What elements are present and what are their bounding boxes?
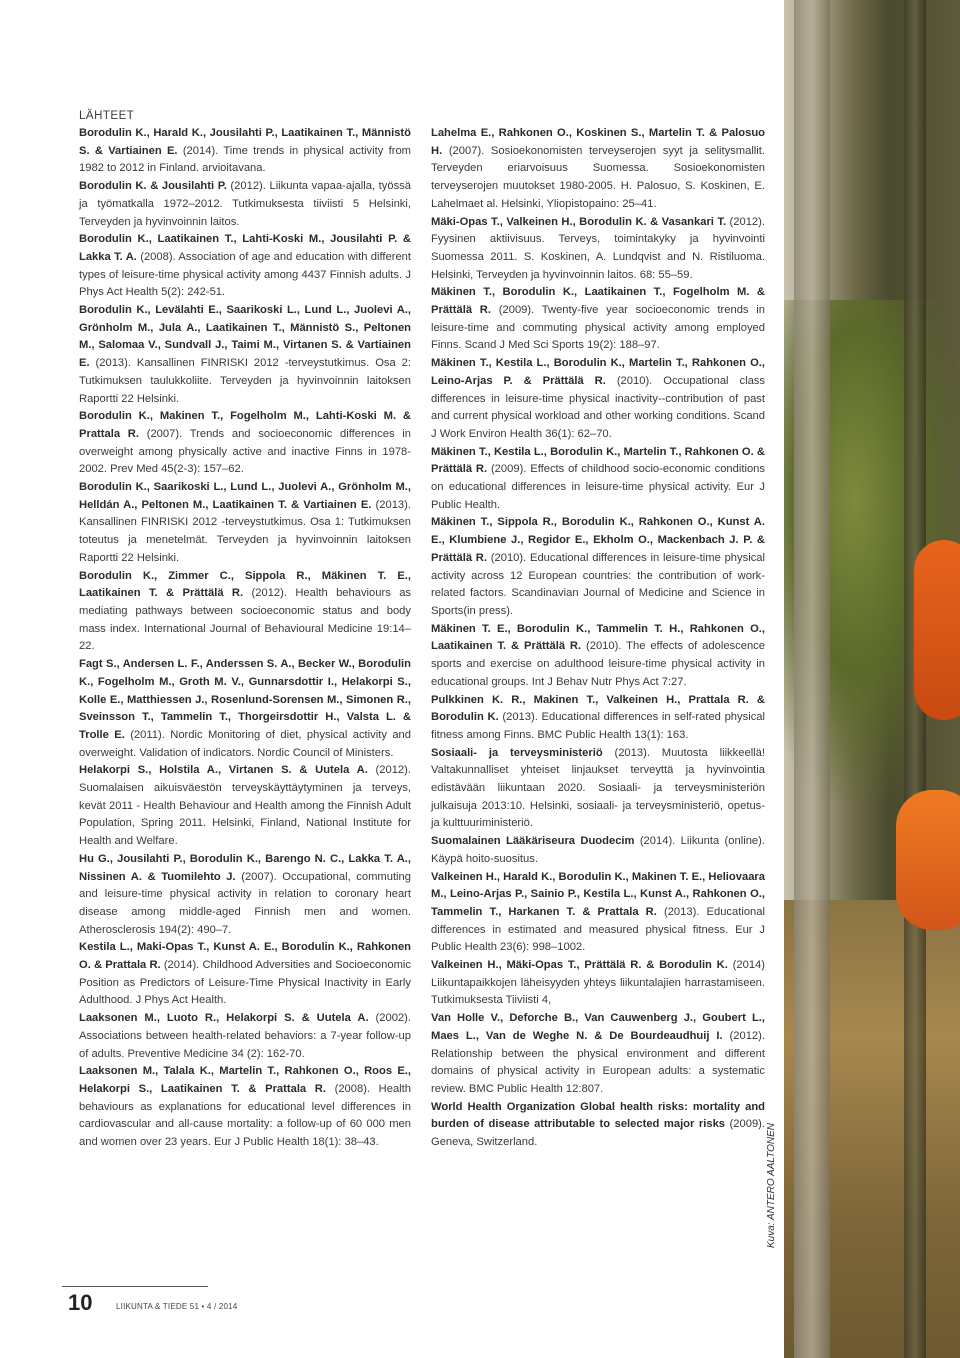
reference-authors: Mäkinen T., Kestila L., Borodulin K., Martelin T., Rahkonen O. & Prättälä R. [431,445,765,476]
reference-authors: Mäkinen T., Sippola R., Borodulin K., Rahkonen O., Kunst A. E., Klumbiene J., Regidor E., Ekholm O., Mackenbach J. P. & Prättälä R. [431,516,765,564]
reference-details: (2002). Associations between health-related behaviors: a 7-year follow-up of adults. Preventive Medicine 34 (2): 162-70. [79,1012,411,1060]
reference-entry [79,939,411,1010]
reference-authors: Suomalainen Lääkäriseura Duodecim [431,835,635,848]
reference-entry [79,231,411,302]
publication-info: LIIKUNTA & TIEDE 51 • 4 / 2014 [116,1302,238,1311]
reference-details: (2009). Twenty-five year socioeconomic trends in leisure-time and commuting physical activity among employed Finns. Scand J Med Sci Sports 19(2): 188–97. [431,304,765,352]
reference-entry [79,568,411,657]
reference-details: (2013). Educational differences in estimated and measured physical fitness. Eur J Public Health 23(6): 998–1002. [431,905,765,954]
reference-details: (2012). Relationship between the physical environment and different domains of physical activity in European adults: a systematic review. BMC Public Health 12:807. [431,1029,765,1095]
reference-authors: Hu G., Jousilahti P., Borodulin K., Barengo N. C., Lakka T. A., Nissinen A. & Tuomilehto J. [79,852,411,883]
reference-authors: World Health Organization Global health risks: mortality and burden of disease attributable to selected major risks [431,1100,765,1131]
reference-entry [431,833,765,868]
reference-entry [431,214,765,285]
reference-entry [79,125,411,178]
reference-authors: Borodulin K. & Jousilahti P. [79,180,227,193]
reference-authors: Lahelma E., Rahkonen O., Koskinen S., Martelin T. & Palosuo H. [431,127,765,157]
reference-authors: Mäkinen T. E., Borodulin K., Tammelin T. H., Rahkonen O., Laatikainen T. & Prättälä R. [431,622,765,653]
reference-entry [431,125,765,214]
reference-entry [431,444,765,515]
reference-entry [431,621,765,692]
reference-details: (2013). Educational differences in self-rated physical fitness among Finns. BMC Public Health 13(1): 163. [431,711,765,741]
reference-authors: Borodulin K., Levälahti E., Saarikoski L., Lund L., Juolevi A., Grönholm M., Jula A., Laatikainen T., Männistö S., Peltonen M., Salomaa V., Sundvall J., Taimi M., Virtanen S. & Vartiainen E. [79,304,411,370]
references-right-column [431,125,765,1152]
reference-authors: Borodulin K., Zimmer C., Sippola R., Mäkinen T. E., Laatikainen T. & Prättälä R. [79,569,411,600]
reference-details: (2008). Health behaviours as explanations for educational level differences in cardiovascular and all-cause mortality: a follow-up of 60 000 men and women over 23 years. Eur J Public Health 18(1): 38–43. [79,1082,411,1149]
reference-authors: Van Holle V., Deforche B., Van Cauwenberg J., Goubert L., Maes L., Van de Weghe N. & De Bourdeaudhuij I. [431,1012,765,1042]
reference-authors: Sosiaali- ja terveysministeriö [431,746,603,759]
reference-authors: Mäkinen T., Kestila L., Borodulin K., Martelin T., Rahkonen O., Leino-Arjas P. & Prättälä R. [431,357,765,387]
reference-authors: Valkeinen H., Harald K., Borodulin K., Makinen T. E., Heliovaara M., Leino-Arjas P., Sainio P., Kestila L., Kunst A., Rahkonen O., Tammelin T., Harkanen T. & Prattala R. [431,870,765,918]
reference-entry [431,869,765,958]
reference-authors: Fagt S., Andersen L. F., Anderssen S. A., Becker W., Borodulin K., Fogelholm M., Groth M. V., Gunnarsdottir I., Helakorpi S., Kolle E., Matthiessen J., Rosenlund-Sorensen M., Simonen R., Sveinsson T., Tammelin T., Thorgeirsdottir H., Valsta L. & Trolle E. [79,658,411,741]
reference-authors: Borodulin K., Saarikoski L., Lund L., Juolevi A., Grönholm M., Helldán A., Peltonen M., Laatikainen T. & Vartiainen E. [79,481,411,511]
reference-authors: Mäkinen T., Borodulin K., Laatikainen T., Fogelholm M. & Prättälä R. [431,286,765,317]
reference-details: (2010). Educational differences in leisure-time physical activity across 12 European countries: the contribution of work-related factors. Scandinavian Journal of Medicine and Science in Sports(in press). [431,551,765,617]
reference-entry [79,656,411,762]
reference-details: (2008). Association of age and education with different types of leisure-time physical activity among 4437 Finnish adults. J Phys Act Health 5(2): 242-51. [79,250,411,299]
reference-authors: Helakorpi S., Holstila A., Virtanen S. & Uutela A. [79,764,368,777]
references-left-column [79,125,411,1152]
reference-details: (2012). Fyysinen aktiivisuus. Terveys, toimintakyky ja hyvinvointi Suomessa 2011. S. Koskinen, A. Lundqvist and N. Ristiluoma. Helsinki, Terveyden ja hyvinvoinnin laitos. 68: 55–59. [431,215,765,281]
reference-entry [79,408,411,479]
reference-entry [79,762,411,851]
reference-authors: Borodulin K., Makinen T., Fogelholm M., Lahti-Koski M. & Prattala R. [79,410,411,440]
reference-details: (2013). Kansallinen FINRISKI 2012 -terveystutkimus. Osa 2: Tutkimuksen taulukkoliite. Terveyden ja hyvinvoinnin laitoksen Raportti 22 Helsinki. [79,357,411,405]
reference-authors: Laaksonen M., Luoto R., Helakorpi S. & Uutela A. [79,1012,369,1025]
reference-details: (2013). Muutosta liikkeellä! Valtakunnalliset yhteiset linjaukset terveyttä ja hyvinvointia edistävään liikuntaan 2020. Sosiaali- ja terveysministeriön julkaisuja 2013:10. Helsinki, sosiaali- ja terveysministeriö, opetus- ja kulttuuriministeriö. [431,746,765,830]
references-heading: LÄHTEET [79,110,135,122]
reference-details: (2014) Liikuntapaikkojen läheisyyden yhteys liikuntalajien harrastamiseen. Tutkimuksesta Tiiviisti 4, [431,959,765,1007]
reference-authors: Mäki-Opas T., Valkeinen H., Borodulin K. & Vasankari T. [431,215,727,228]
reference-entry [431,514,765,620]
reference-details: (2010). Occupational class differences in leisure-time physical inactivity--contribution of past and current physical workload and other working conditions. Scand J Work Environ Health 36(1): 62–70. [431,374,765,440]
reference-details: (2012). Health behaviours as mediating pathways between socioeconomic status and body mass index. International Journal of Behavioural Medicine 19:14–22. [79,587,412,653]
reference-details: (2009). Effects of childhood socio-economic conditions on educational differences in leisure-time physical activity. Eur J Public Health. [431,463,765,511]
reference-authors: Pulkkinen K. R., Makinen T., Valkeinen H., Prattala R. & Borodulin K. [431,693,765,724]
reference-entry [431,1010,765,1099]
reference-details: (2010). The effects of adolescence sports and exercise on adulthood leisure-time physical activity in educational groups. Int J Behav Nutr Phys Act 7:27. [431,640,765,688]
footer-rule [62,1286,208,1287]
reference-details: (2011). Nordic Monitoring of diet, physical activity and overweight. Validation of indicators. Nordic Council of Ministers. [79,728,411,759]
reference-authors: Laaksonen M., Talala K., Martelin T., Rahkonen O., Roos E., Helakorpi S., Laatikainen T. & Prattala R. [79,1065,411,1095]
reference-entry [79,1010,411,1063]
reference-details: (2009). Geneva, Switzerland. [431,1118,766,1149]
reference-entry [79,178,411,231]
reference-details: (2007). Occupational, commuting and leisure-time physical activity in relation to coronary heart disease among middle-aged Finnish men and women. Atherosclerosis 194(2): 490–7. [79,870,411,936]
reference-details: (2007). Sosioekonomisten terveyserojen syyt ja selitysmallit. Terveyden eriarvoisuus Suomessa. Sosioekonomisten terveyserojen muutokset 1980-2005. H. Palosuo, S. Koskinen, E. Lahelmaet al. Helsinki, Yliopistopaino: 25–41. [431,144,765,210]
reference-entry [79,302,411,408]
reference-entry [431,745,765,834]
photo-credit: Kuva: ANTERO AALTONEN [766,1122,777,1248]
reference-authors: Valkeinen H., Mäki-Opas T., Prättälä R. & Borodulin K. [431,959,728,972]
reference-details: (2014). Childhood Adversities and Socioeconomic Position as Predictors of Leisure-Time Physical Inactivity in Early Adulthood. J Phys Act Health. [79,959,411,1007]
reference-entry [431,957,765,1010]
reference-entry [79,851,411,940]
reference-details: (2012). Suomalaisen aikuisväestön terveyskäyttäytyminen ja terveys, kevät 2011 - Health Behaviour and Health among the Finnish Adult Population, Spring 2011. Helsinki, Finland, National Institute for Health and Welfare. [79,764,411,848]
forest-photo [784,0,960,1358]
page-number: 10 [68,1290,93,1315]
reference-entry [431,355,765,444]
reference-entry [79,479,411,568]
runner-jacket-lower [896,790,960,930]
reference-details: (2014). Time trends in physical activity from 1982 to 2012 in Finland. arvioitavana. [79,144,411,175]
reference-entry [431,692,765,745]
reference-authors: Borodulin K., Harald K., Jousilahti P., Laatikainen T., Männistö S. & Vartiainen E. [79,127,411,157]
reference-entry [431,1099,765,1152]
reference-entry [431,284,765,355]
reference-authors: Kestila L., Maki-Opas T., Kunst A. E., Borodulin K., Rahkonen O. & Prattala R. [79,941,411,972]
reference-details: (2012). Liikunta vapaa-ajalla, työssä ja työmatkalla 1972–2012. Tutkimuksesta tiiviisti 5 Helsinki, Terveyden ja hyvinvoinnin laitos. [79,180,411,228]
reference-details: (2014). Liikunta (online). Käypä hoito-suositus. [431,835,765,865]
reference-authors: Borodulin K., Laatikainen T., Lahti-Koski M., Jousilahti P. & Lakka T. A. [79,233,411,263]
reference-entry [79,1063,411,1152]
reference-details: (2013). Kansallinen FINRISKI 2012 -terveystutkimus. Osa 1: Tutkimuksen toteutus ja menetelmät. Terveyden ja hyvinvoinnin laitoksen Raportti 22 Helsinki. [79,498,411,564]
runner-jacket [914,540,960,720]
reference-details: (2007). Trends and socioeconomic differences in overweight among physically active and inactive Finns in 1978-2002. Prev Med 45(2-3): 157–62. [79,427,411,476]
